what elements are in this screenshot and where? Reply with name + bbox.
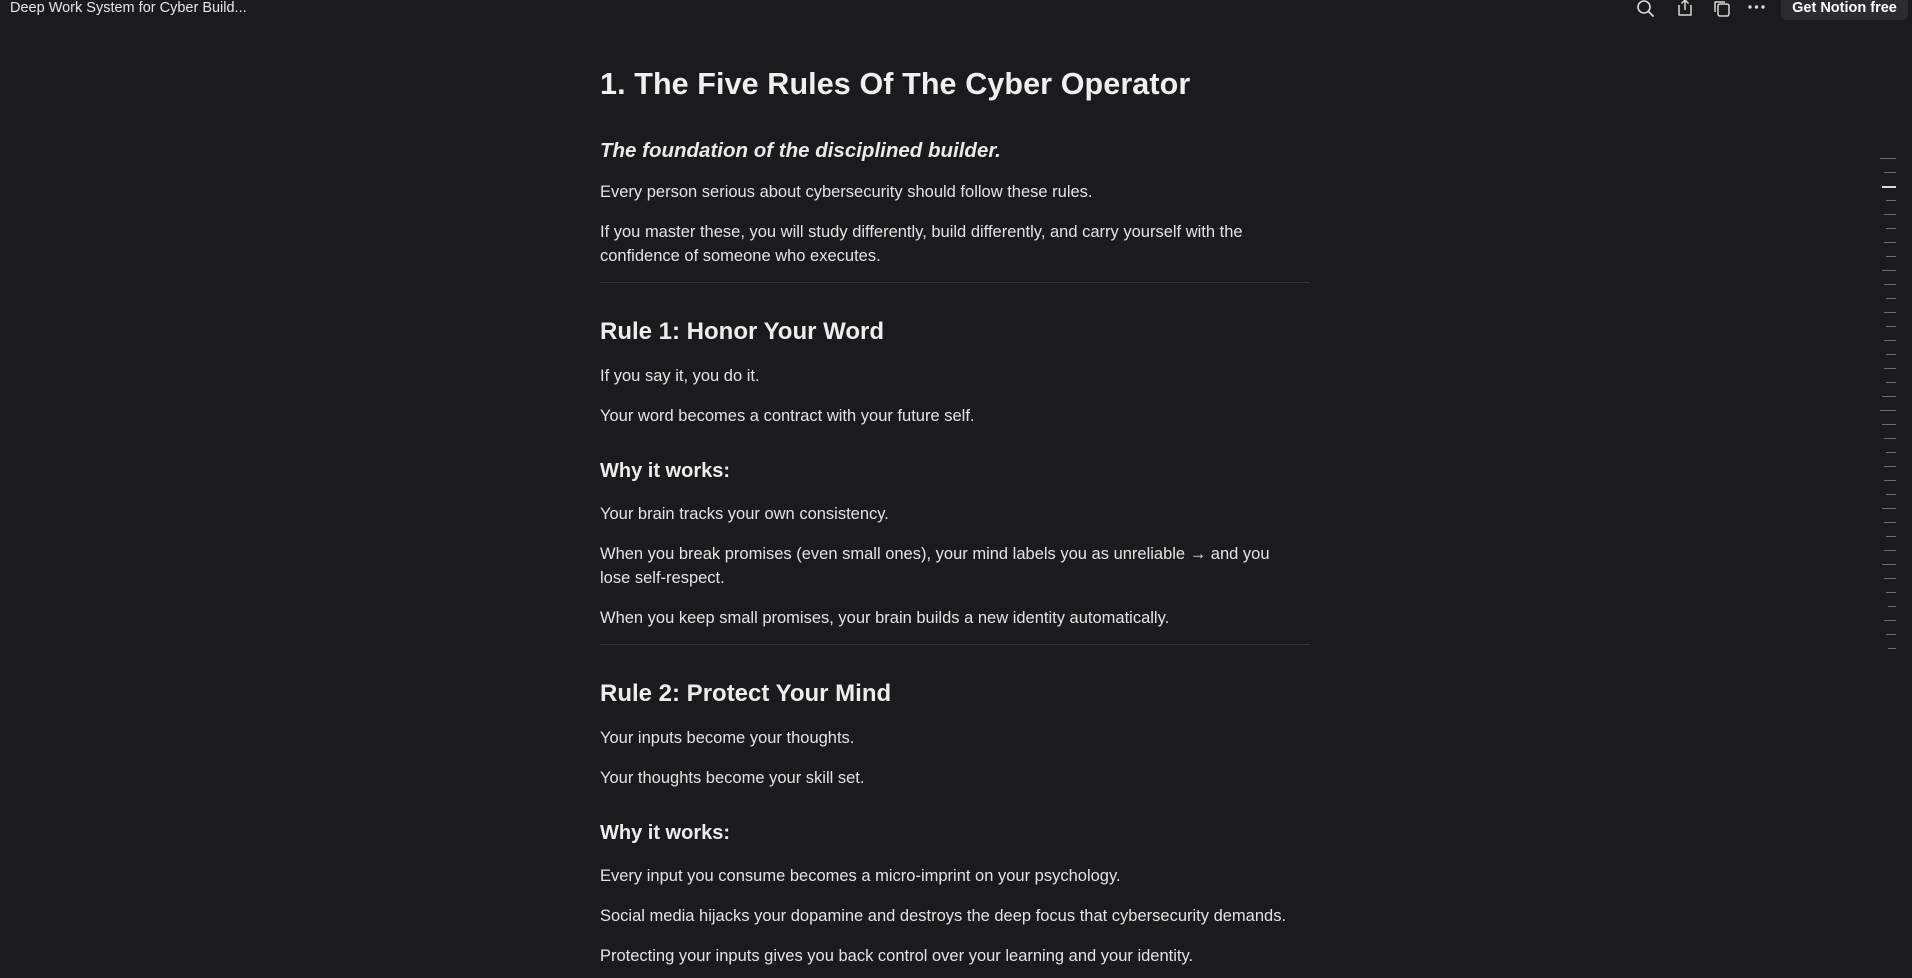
- toc-line[interactable]: [1886, 494, 1896, 495]
- toc-line[interactable]: [1886, 228, 1896, 229]
- toc-line[interactable]: [1886, 452, 1896, 453]
- divider: [600, 644, 1310, 645]
- rule-1-why-paragraph-1: Your brain tracks your own consistency.: [600, 505, 889, 523]
- toc-line[interactable]: [1884, 340, 1896, 341]
- rule-1-paragraph-2: Your word becomes a contract with your future self.: [600, 407, 975, 425]
- rule-1-why-heading: Why it works:: [600, 460, 731, 482]
- toc-line[interactable]: [1884, 620, 1896, 621]
- toc-line[interactable]: [1888, 606, 1896, 607]
- toc-line[interactable]: [1884, 284, 1896, 285]
- toc-line[interactable]: [1884, 578, 1896, 579]
- toc-line[interactable]: [1884, 368, 1896, 369]
- share-icon[interactable]: [1675, 0, 1695, 18]
- toc-line[interactable]: [1884, 214, 1896, 215]
- page-subtitle: The foundation of the disciplined builder.: [600, 139, 1001, 162]
- toc-line[interactable]: [1886, 354, 1896, 355]
- toc-line[interactable]: [1884, 438, 1896, 439]
- toc-line[interactable]: [1886, 200, 1896, 201]
- rule-2-paragraph-1: Your inputs become your thoughts.: [600, 729, 855, 747]
- intro-paragraph-2: If you master these, you will study differently, build differently, and carry yourself with the confidence of someone who executes.: [600, 223, 1243, 265]
- toc-line[interactable]: [1884, 172, 1896, 173]
- rule-2-why-paragraph-2: Social media hijacks your dopamine and destroys the deep focus that cybersecurity demands.: [600, 907, 1287, 925]
- toc-line[interactable]: [1886, 256, 1896, 257]
- toc-line[interactable]: [1884, 312, 1896, 313]
- divider: [600, 282, 1310, 283]
- toc-line[interactable]: [1882, 270, 1896, 271]
- toc-line[interactable]: [1880, 410, 1896, 411]
- toc-line[interactable]: [1882, 396, 1896, 397]
- toc-line[interactable]: [1886, 592, 1896, 593]
- search-icon[interactable]: [1636, 0, 1656, 18]
- toc-line[interactable]: [1884, 550, 1896, 551]
- toc-line[interactable]: [1884, 480, 1896, 481]
- toc-line[interactable]: [1882, 186, 1896, 188]
- toc-line[interactable]: [1886, 634, 1896, 635]
- toc-line[interactable]: [1886, 382, 1896, 383]
- rule-2-why-paragraph-1: Every input you consume becomes a micro-imprint on your psychology.: [600, 867, 1121, 885]
- rule-2-heading: Rule 2: Protect Your Mind: [600, 680, 892, 707]
- toc-line[interactable]: [1880, 158, 1896, 159]
- toc-line[interactable]: [1884, 466, 1896, 467]
- toc-line[interactable]: [1884, 242, 1896, 243]
- toc-line[interactable]: [1886, 326, 1896, 327]
- rule-2-why-paragraph-3: Protecting your inputs gives you back control over your learning and your identity.: [600, 947, 1194, 965]
- toc-line[interactable]: [1884, 522, 1896, 523]
- toc-line[interactable]: [1882, 424, 1896, 425]
- page-title: 1. The Five Rules Of The Cyber Operator: [600, 67, 1191, 101]
- toc-line[interactable]: [1882, 508, 1896, 509]
- toc-line[interactable]: [1886, 536, 1896, 537]
- rule-1-paragraph-1: If you say it, you do it.: [600, 367, 760, 385]
- toc-line[interactable]: [1888, 648, 1896, 649]
- more-icon[interactable]: [1747, 0, 1767, 18]
- page-breadcrumb-title[interactable]: Deep Work System for Cyber Build...: [10, 0, 247, 16]
- intro-paragraph-1: Every person serious about cybersecurity should follow these rules.: [600, 183, 1093, 201]
- get-notion-free-button[interactable]: Get Notion free: [1781, 0, 1908, 20]
- top-bar: [0, 0, 1912, 18]
- toc-line[interactable]: [1886, 298, 1896, 299]
- toc-line[interactable]: [1882, 564, 1896, 565]
- rule-2-why-heading: Why it works:: [600, 822, 731, 844]
- rule-2-paragraph-2: Your thoughts become your skill set.: [600, 769, 865, 787]
- rule-1-why-paragraph-3: When you keep small promises, your brain builds a new identity automatically.: [600, 609, 1170, 627]
- table-of-contents-minimap[interactable]: [1876, 158, 1896, 558]
- rule-1-heading: Rule 1: Honor Your Word: [600, 318, 885, 345]
- rule-1-why-paragraph-2: When you break promises (even small ones), your mind labels you as unreliable → and you lose self-respect.: [600, 545, 1270, 587]
- duplicate-icon[interactable]: [1712, 0, 1732, 18]
